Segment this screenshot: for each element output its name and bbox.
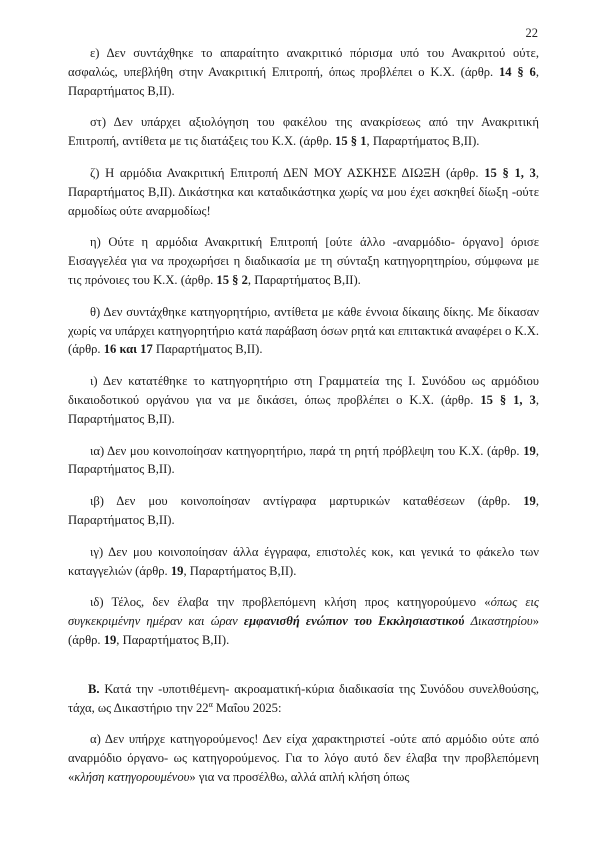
text-run: ι) Δεν κατατέθηκε το κατηγορητήριο στη Γραμματεία της Ι. Συνόδου ως αρμόδιου δικαιοδοτικού οργάνου για να με δικάσει, όπως προβλέπει ο Κ.Χ. (άρθρ. [68,374,539,407]
text-run: Παραρτήματος Β,ΙΙ). [152,342,263,357]
text-run: ιγ) Δεν μου κοινοποίησαν άλλα έγγραφα, επιστολές κοκ, και γενικά το φάκελο των καταγγελιών (άρθρ. [68,544,539,578]
text-run: θ) Δεν συντάχθηκε κατηγορητήριο, αντίθετα με κάθε έννοια δίκαιης δίκης. Με δίκασαν χωρίς να υπάρχει κατηγορητήριο κατά παράβαση όσων ρητά και επιτακτικά αναφέρει ο Κ.Χ. (άρθρ. [68,304,539,357]
paragraph-item-ia [68,442,539,480]
text-run: , Παραρτήματος Β,ΙΙ). [68,494,539,527]
document-body [68,44,539,800]
paragraph-item-th [68,303,539,359]
text-run: , Παραρτήματος Β,ΙΙ). [68,443,539,477]
text-run: Β. [88,681,100,696]
text-run: α) Δεν υπήρχε κατηγορούμενος! Δεν είχα χαρακτηριστεί -ούτε από αρμόδιο ούτε από αναρμόδιο όργανο- ως κατηγορούμενος. Για το λόγο αυτό δεν έλαβα την προβλεπόμενη « [68,732,539,784]
paragraph-item-ig [68,543,539,581]
paragraph-item-st [68,113,539,151]
text-run: , Παραρτήματος Β,ΙΙ). [183,563,297,578]
paragraph-section-b [68,680,539,718]
text-run: Κατά την -υποτιθέμενη- ακροαματική-κύρια διαδικασία της Συνόδου συνελθούσης, τάχα, ως Δικαστήριο την 22 [68,681,539,715]
text-run: » (άρθρ. [68,614,539,647]
text-run: 15 § 1, 3 [484,165,536,180]
text-run: 19 [523,494,536,509]
text-run: Μαΐου 2025: [212,700,282,715]
text-run: ε) Δεν συντάχθηκε το απαραίτητο ανακριτικό πόρισμα υπό του Ανακριτού ούτε, ασφαλώς, υπεβλήθη στην Ανακριτική Επιτροπή, όπως προβλέπει ο Κ.Χ. (άρθρ. [68,46,539,79]
text-run: όπως εις συγκεκριμένην ημέραν και ώραν [68,595,540,629]
text-run: 15 § 1 [335,134,367,149]
text-run: 15 § 2 [216,272,248,287]
text-run: 15 § 1, 3 [480,392,536,407]
text-run: ια) Δεν μου κοινοποίησαν κατηγορητήριο, παρά τη ρητή πρόβλεψη του Κ.Χ. (άρθρ. [90,443,524,458]
paragraph-item-ib [68,492,539,530]
text-run: κλήση κατηγορουμένου [74,769,190,784]
paragraph-item-b-a [68,730,539,786]
text-run: στ) Δεν υπάρχει αξιολόγηση του φακέλου της ανακρίσεως από την Ανακριτική Επιτροπή, αντίθετα με τις διατάξεις του Κ.Χ. (άρθρ. [68,115,539,149]
text-run: , Παραρτήματος Β,ΙΙ). Δικάστηκα και καταδικάστηκα χωρίς να μου έχει ασκηθεί δίωξη -ούτε αρμοδίως ούτε αναρμοδίως! [68,165,540,218]
text-run: 19 [103,632,117,647]
text-run: , Παραρτήματος Β,ΙΙ). [247,272,361,287]
text-run: Δικαστηρίου [470,614,533,629]
text-run: ζ) Η αρμόδια Ανακριτική Επιτροπή ΔΕΝ ΜΟΥ ΑΣΚΗΣΕ ΔΙΩΞΗ (άρθρ. [90,165,485,180]
text-run: 16 και 17 [103,342,153,357]
text-run: ιβ) Δεν μου κοινοποίησαν αντίγραφα μαρτυρικών καταθέσεων (άρθρ. [90,494,524,509]
text-run: , Παραρτήματος Β,ΙΙ). [68,392,539,426]
text-run: εμφανισθή ενώπιον του Εκκλησιαστικού [243,614,465,629]
text-run: , Παραρτήματος Β,ΙΙ). [366,134,480,149]
paragraph-item-i [68,233,539,289]
page-number: 22 [525,26,538,40]
text-run: 14 § 6 [499,64,536,79]
paragraph-item-iota [68,372,539,428]
text-run: » για να προσέλθω, αλλά απλή κλήση όπως [189,769,410,784]
text-run: , Παραρτήματος Β,ΙΙ). [116,632,230,647]
text-run: η) Ούτε η αρμόδια Ανακριτική Επιτροπή [ούτε άλλο -αναρμόδιο- όργανο] όρισε Εισαγγελέα για να προχωρήσει η διαδικασία με τη σύνταξη κατηγορητηρίου, σύμφωνα με τις πρόνοιες του Κ.Χ. (άρθρ. [68,235,539,287]
text-run: 19 [523,443,536,458]
text-run: α [208,699,213,709]
text-run: ιδ) Τέλος, δεν έλαβα την προβλεπόμενη κλήση προς κατηγορούμενο « [90,595,491,610]
text-run: , Παραρτήματος Β,ΙΙ). [68,64,539,98]
text-run: 19 [170,563,184,578]
paragraph-item-z [68,164,539,220]
paragraph-item-id [68,593,539,649]
paragraph-item-e [68,44,539,100]
